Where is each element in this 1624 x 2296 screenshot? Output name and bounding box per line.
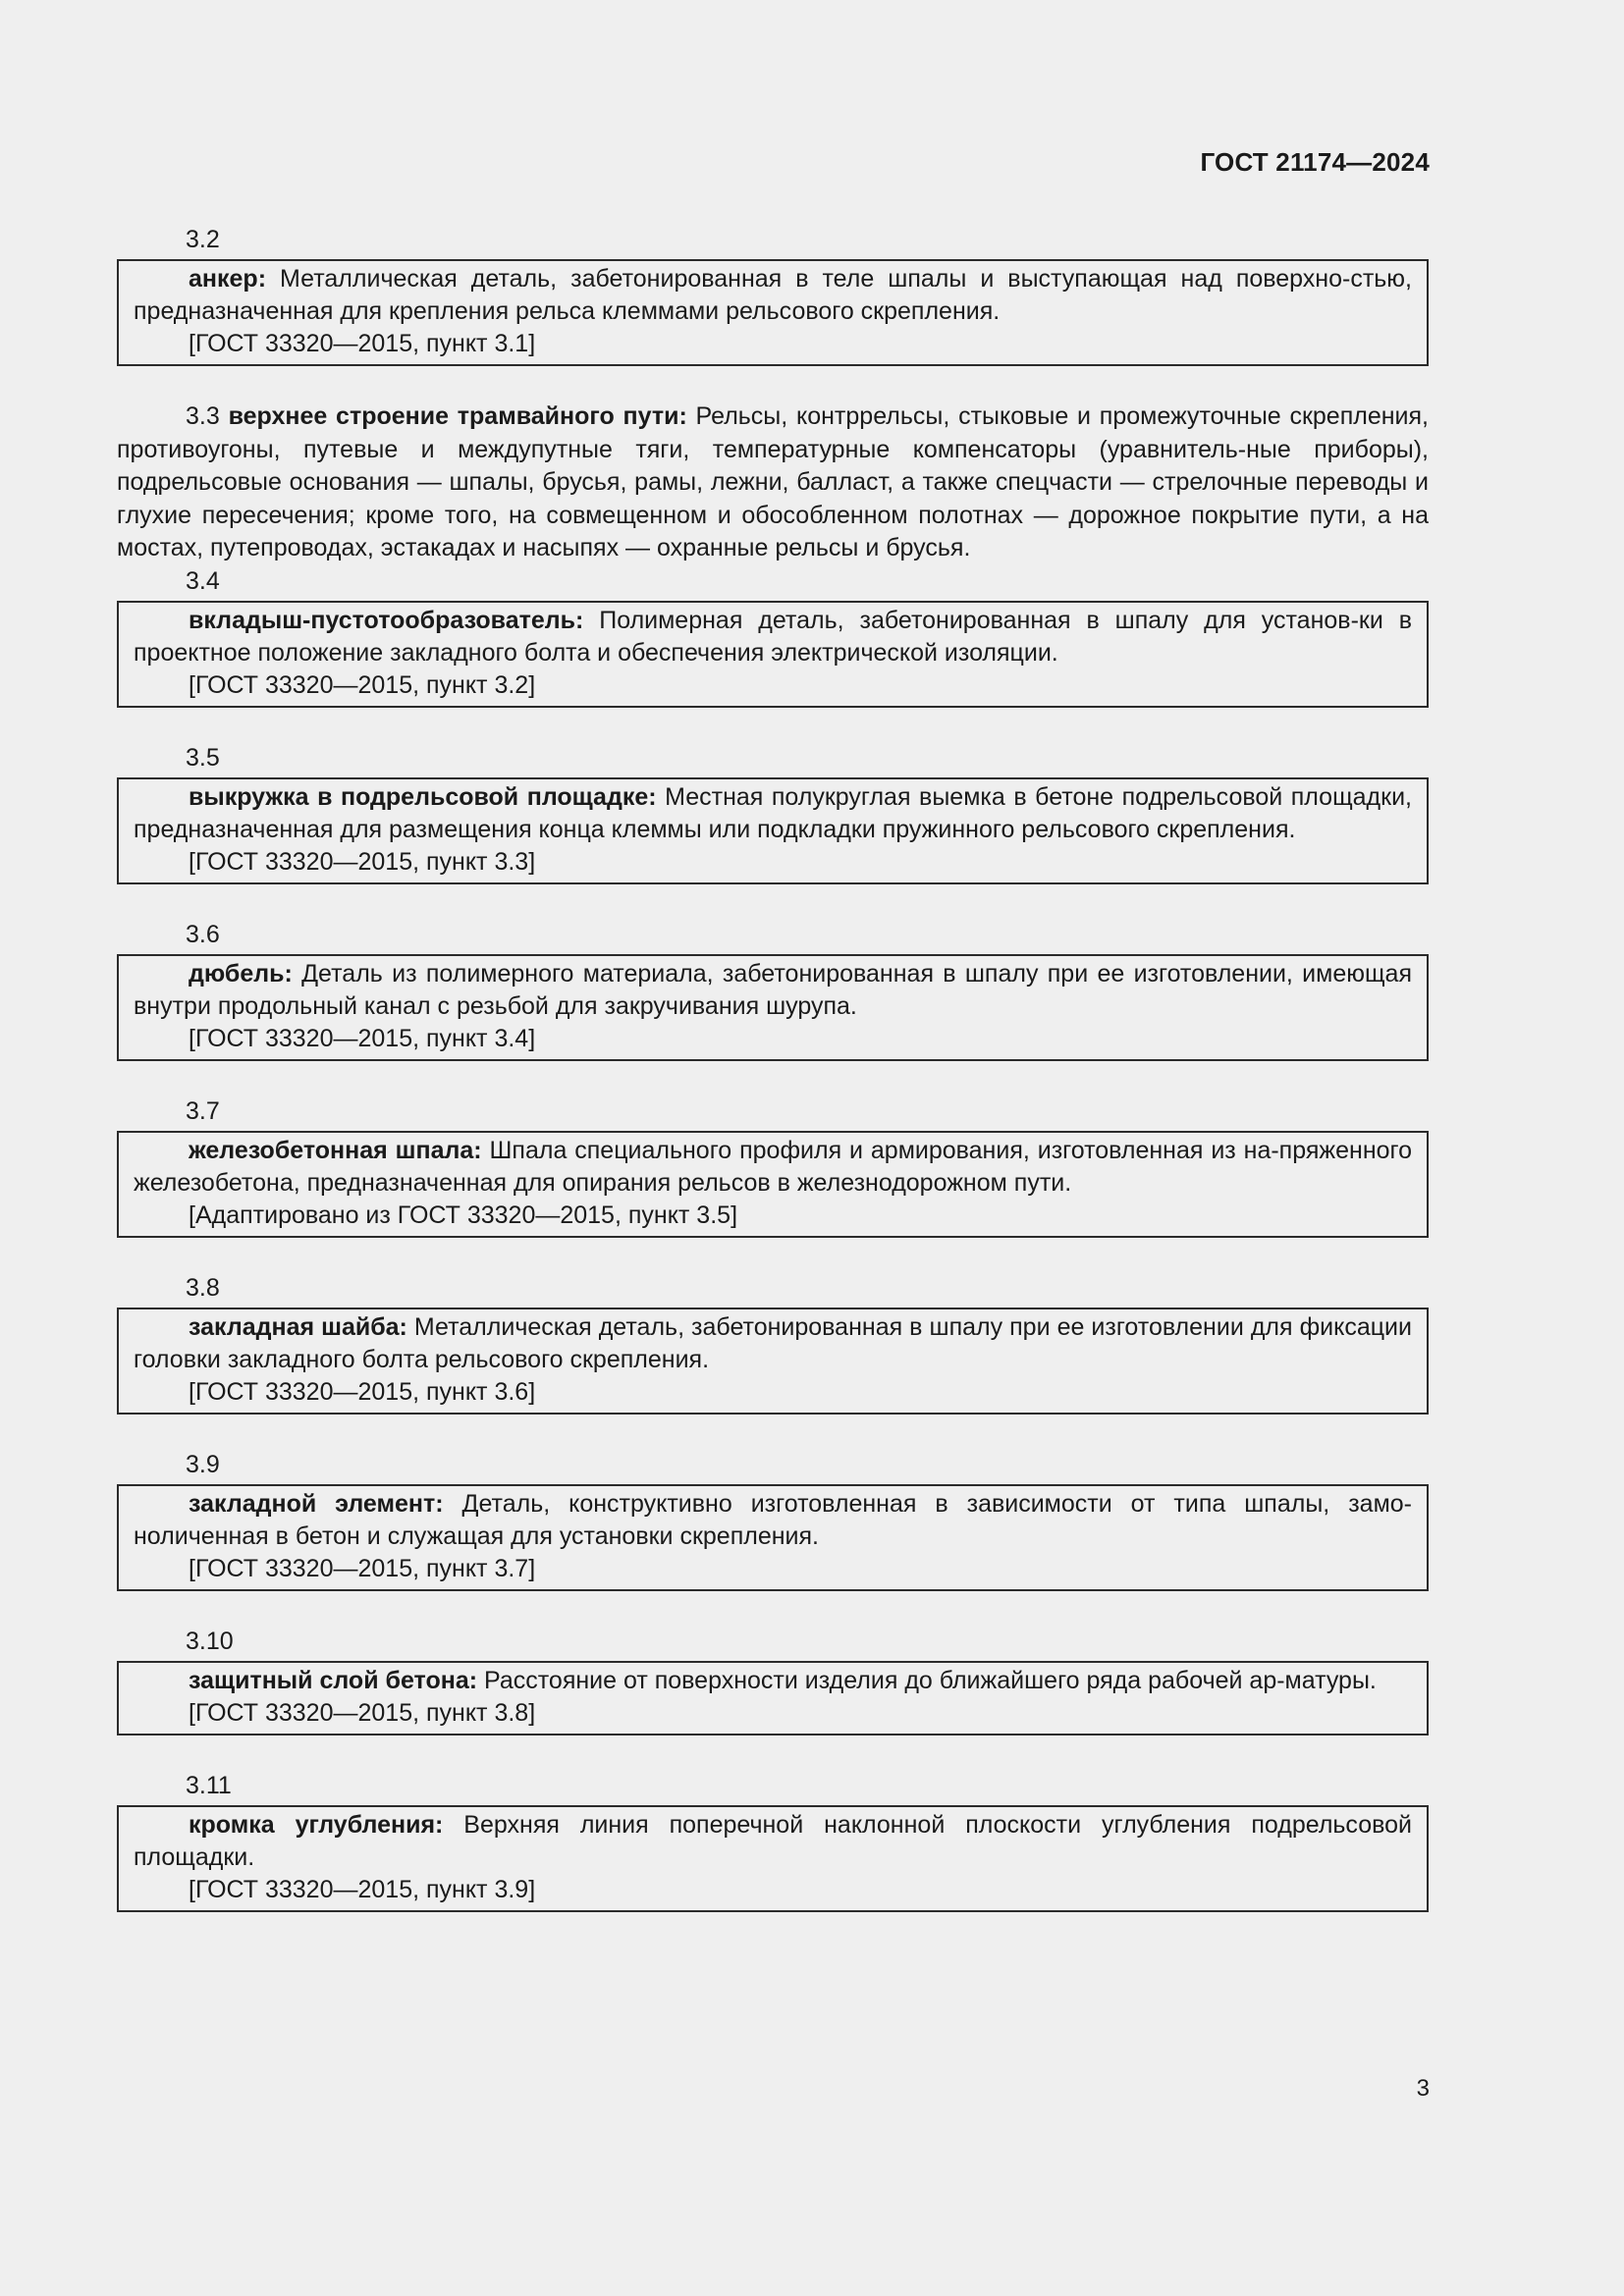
term-reference: [ГОСТ 33320—2015, пункт 3.3] [189, 847, 536, 876]
term-definition [134, 1488, 1412, 1553]
term-name: железобетонная шпала: [189, 1136, 482, 1164]
term-name: верхнее строение трамвайного пути: [228, 402, 687, 430]
term-entry [117, 1449, 1429, 1591]
term-definition-text: Деталь из полимерного материала, забетонированная в шпалу при ее изготовлении, имеющая внутри продольный канал с резьбой для закручивания шурупа. [134, 959, 1412, 1020]
terms-content [117, 224, 1429, 1912]
term-entry [117, 565, 1429, 708]
term-reference: [ГОСТ 33320—2015, пункт 3.2] [189, 670, 536, 699]
term-definition-text: Местная полукруглая выемка в бетоне подрельсовой площадки, предназначенная для размещения конца клеммы или подкладки пружинного рельсового скрепления. [134, 782, 1412, 843]
term-box [117, 1805, 1429, 1912]
term-definition-text: Расстояние от поверхности изделия до ближайшего ряда рабочей ар-матуры. [477, 1666, 1377, 1694]
term-box [117, 1484, 1429, 1591]
term-entry-plain [117, 400, 1429, 565]
term-number: 3.10 [186, 1627, 234, 1655]
term-name: анкер: [189, 265, 267, 293]
term-name: закладной элемент: [189, 1489, 444, 1518]
term-definition [134, 1809, 1412, 1874]
term-definition-text: Шпала специального профиля и армирования, изготовленная из на-пряженного железобетона, предназначенная для опирания рельсов в железнодорожном пути. [134, 1136, 1413, 1197]
term-box [117, 777, 1429, 884]
term-definition-text: Рельсы, контррельсы, стыковые и промежуточные скрепления, противоугоны, путевые и междупутные тяги, температурные компенсаторы (уравнитель-ные приборы), подрельсовые основания — шпалы, брусья, рамы, лежни, балласт, а также спецчасти — стрелочные переводы и глухие пересечения; кроме того, на совмещенном и обособленном полотнах — дорожное покрытие пути, а на мостах, путепроводах, эстакадах и насыпях — охранные рельсы и брусья. [117, 402, 1429, 561]
term-reference: [ГОСТ 33320—2015, пункт 3.1] [189, 330, 536, 357]
term-box [117, 954, 1429, 1061]
term-reference: [Адаптировано из ГОСТ 33320—2015, пункт 3.5] [189, 1201, 738, 1229]
term-definition [134, 263, 1412, 328]
term-number: 3.6 [186, 920, 220, 948]
term-definition [134, 605, 1412, 669]
term-definition [134, 1665, 1412, 1697]
term-entry [117, 224, 1429, 366]
document-code: ГОСТ 21174—2024 [1200, 147, 1430, 177]
term-name: закладная шайба: [189, 1312, 407, 1341]
term-entry [117, 1626, 1429, 1735]
term-definition-text: Верхняя линия поперечной наклонной плоскости углубления подрельсовой площадки. [134, 1810, 1412, 1871]
term-reference: [ГОСТ 33320—2015, пункт 3.4] [189, 1024, 536, 1052]
term-definition [134, 781, 1412, 846]
term-number: 3.2 [186, 226, 220, 253]
term-name: дюбель: [189, 959, 293, 988]
term-name: выкружка в подрельсовой площадке: [189, 782, 657, 811]
term-reference: [ГОСТ 33320—2015, пункт 3.8] [189, 1698, 536, 1727]
term-number: 3.11 [186, 1771, 232, 1799]
term-definition [134, 1311, 1412, 1376]
term-number: 3.9 [186, 1450, 220, 1478]
term-definition [134, 1135, 1412, 1200]
term-name: защитный слой бетона: [189, 1666, 478, 1694]
term-number: 3.4 [186, 566, 220, 595]
term-name: вкладыш-пустотообразователь: [189, 606, 584, 634]
term-box [117, 1308, 1429, 1415]
term-definition-text: Металлическая деталь, забетонированная в теле шпалы и выступающая над поверхно-стью, предназначенная для крепления рельса клеммами рельсового скрепления. [134, 265, 1412, 325]
term-number: 3.8 [186, 1273, 220, 1302]
term-box [117, 1661, 1429, 1735]
term-box [117, 1131, 1429, 1238]
term-number: 3.7 [186, 1096, 220, 1125]
term-number: 3.5 [186, 743, 220, 772]
term-box [117, 601, 1429, 708]
term-definition-text: Металлическая деталь, забетонированная в шпалу при ее изготовлении для фиксации головки закладного болта рельсового скрепления. [134, 1312, 1412, 1373]
term-entry [117, 1095, 1429, 1238]
term-definition [134, 958, 1412, 1023]
term-name: кромка углубления: [189, 1810, 444, 1839]
term-entry [117, 1770, 1429, 1912]
term-definition-text: Деталь, конструктивно изготовленная в зависимости от типа шпалы, замо-ноличенная в бетон и служащая для установки скрепления. [134, 1489, 1412, 1550]
term-definition-text: Полимерная деталь, забетонированная в шпалу для установ-ки в проектное положение закладного болта и обеспечения электрической изоляции. [134, 606, 1412, 667]
term-reference: [ГОСТ 33320—2015, пункт 3.9] [189, 1875, 536, 1903]
term-entry [117, 1272, 1429, 1415]
term-number: 3.3 [186, 402, 220, 430]
page-number: 3 [1416, 2075, 1430, 2102]
term-box [117, 259, 1429, 366]
term-reference: [ГОСТ 33320—2015, пункт 3.7] [189, 1554, 536, 1582]
term-entry [117, 919, 1429, 1061]
term-reference: [ГОСТ 33320—2015, пункт 3.6] [189, 1377, 536, 1406]
term-entry [117, 742, 1429, 884]
